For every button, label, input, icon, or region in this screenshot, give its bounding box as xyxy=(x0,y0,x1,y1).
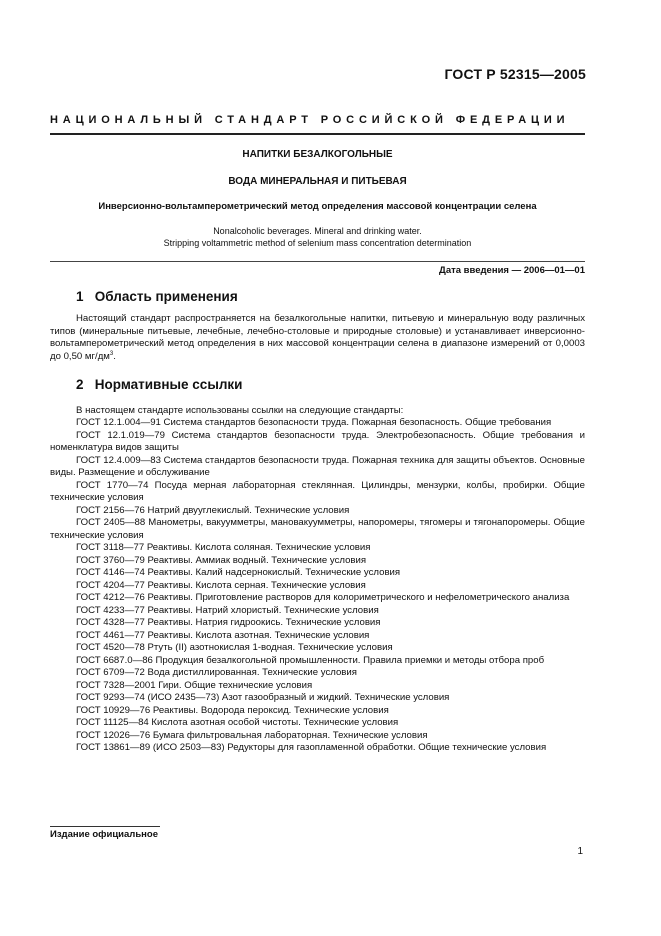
reference-item: ГОСТ 4520—78 Ртуть (II) азотнокислая 1-водная. Технические условия xyxy=(76,642,393,653)
scope-text: Настоящий стандарт распространяется на безалкогольные напитки, питьевую и минеральную воду различных типов (минеральные питьевые, лечебные, лечебно-столовые и природные столовые) и устанавливает инверсионно-вольтамперометрический метод определения в них массовой концентрации селена в диапазоне измерений от 0,0003 до 0,50 мг/дм xyxy=(50,313,585,362)
footer-rule xyxy=(50,826,160,827)
reference-item: ГОСТ 12026—76 Бумага фильтровальная лабораторная. Технические условия xyxy=(76,729,428,741)
section-1-heading xyxy=(76,289,238,304)
reference-item: ГОСТ 1770—74 Посуда мерная лабораторная стеклянная. Цилиндры, мензурки, колбы, пробирки. Общие технические условия xyxy=(50,479,585,503)
reference-item: ГОСТ 6709—72 Вода дистиллированная. Технические условия xyxy=(76,667,357,678)
section-1-title: Область применения xyxy=(94,289,238,304)
reference-item: ГОСТ 4146—74 Реактивы. Калий надсернокислый. Технические условия xyxy=(76,567,401,578)
reference-item: ГОСТ 4328—77 Реактивы. Натрия гидроокись. Технические условия xyxy=(76,617,381,628)
reference-item: ГОСТ 7328—2001 Гири. Общие технические условия xyxy=(76,679,313,691)
official-edition-label: Издание официальное xyxy=(50,829,158,840)
english-title-line2: Stripping voltammetric method of selenium mass concentration determination xyxy=(163,238,472,248)
section-2-title: Нормативные ссылки xyxy=(94,377,243,392)
section-1-number: 1 xyxy=(76,289,84,304)
references-intro: В настоящем стандарте использованы ссылки на следующие стандарты: xyxy=(76,405,404,416)
reference-item: ГОСТ 9293—74 (ИСО 2435—73) Азот газообразный и жидкий. Технические условия xyxy=(76,692,450,703)
reference-item: ГОСТ 12.1.004—91 Система стандартов безопасности труда. Пожарная безопасность. Общие требования xyxy=(76,417,552,428)
national-standard-heading: НАЦИОНАЛЬНЫЙ СТАНДАРТ РОССИЙСКОЙ ФЕДЕРАЦИИ xyxy=(50,114,570,126)
section-1-paragraph xyxy=(50,313,585,363)
english-title-line1: Nonalcoholic beverages. Mineral and drinking water. xyxy=(213,226,422,236)
english-title xyxy=(50,225,585,249)
scope-text-ending: . xyxy=(113,350,116,362)
reference-item: ГОСТ 3118—77 Реактивы. Кислота соляная. Технические условия xyxy=(76,542,371,553)
reference-item: ГОСТ 2405—88 Манометры, вакуумметры, мановакуумметры, напоромеры, тягомеры и тягонапоромеры. Общие технические условия xyxy=(50,517,585,541)
reference-item: ГОСТ 3760—79 Реактивы. Аммиак водный. Технические условия xyxy=(76,554,367,566)
reference-item: ГОСТ 4212—76 Реактивы. Приготовление растворов для колориметрического и нефелометрического анализа xyxy=(76,592,570,603)
top-rule xyxy=(50,133,585,135)
introduction-date: Дата введения — 2006—01—01 xyxy=(439,265,585,276)
title-beverages: НАПИТКИ БЕЗАЛКОГОЛЬНЫЕ xyxy=(242,149,393,160)
reference-item: ГОСТ 4204—77 Реактивы. Кислота серная. Технические условия xyxy=(76,579,366,591)
document-code: ГОСТ Р 52315—2005 xyxy=(444,66,586,82)
title-water: ВОДА МИНЕРАЛЬНАЯ И ПИТЬЕВАЯ xyxy=(228,176,407,187)
reference-item: ГОСТ 12.1.019—79 Система стандартов безопасности труда. Электробезопасность. Общие требования и номенклатура видов защиты xyxy=(50,429,585,453)
unit-superscript: 3 xyxy=(109,350,114,357)
reference-item: ГОСТ 2156—76 Натрий двууглекислый. Технические условия xyxy=(76,504,350,516)
middle-rule xyxy=(50,261,585,262)
reference-item: ГОСТ 13861—89 (ИСО 2503—83) Редукторы для газопламенной обработки. Общие технические условия xyxy=(76,742,547,753)
page-number: 1 xyxy=(577,846,583,857)
reference-item: ГОСТ 4461—77 Реактивы. Кислота азотная. Технические условия xyxy=(76,629,370,641)
title-method: Инверсионно-вольтамперометрический метод определения массовой концентрации селена xyxy=(98,201,537,212)
reference-item: ГОСТ 6687.0—86 Продукция безалкогольной промышленности. Правила приемки и методы отбора проб xyxy=(76,654,545,666)
reference-item: ГОСТ 10929—76 Реактивы. Водорода пероксид. Технические условия xyxy=(76,704,389,716)
reference-item: ГОСТ 4233—77 Реактивы. Натрий хлористый. Технические условия xyxy=(76,604,379,616)
section-2-heading xyxy=(76,377,242,392)
section-2-number: 2 xyxy=(76,377,84,392)
reference-item: ГОСТ 11125—84 Кислота азотная особой чистоты. Технические условия xyxy=(76,717,399,728)
references-list xyxy=(50,417,585,755)
reference-item: ГОСТ 12.4.009—83 Система стандартов безопасности труда. Пожарная техника для защиты объектов. Основные виды. Размещение и обслуживание xyxy=(50,454,585,478)
